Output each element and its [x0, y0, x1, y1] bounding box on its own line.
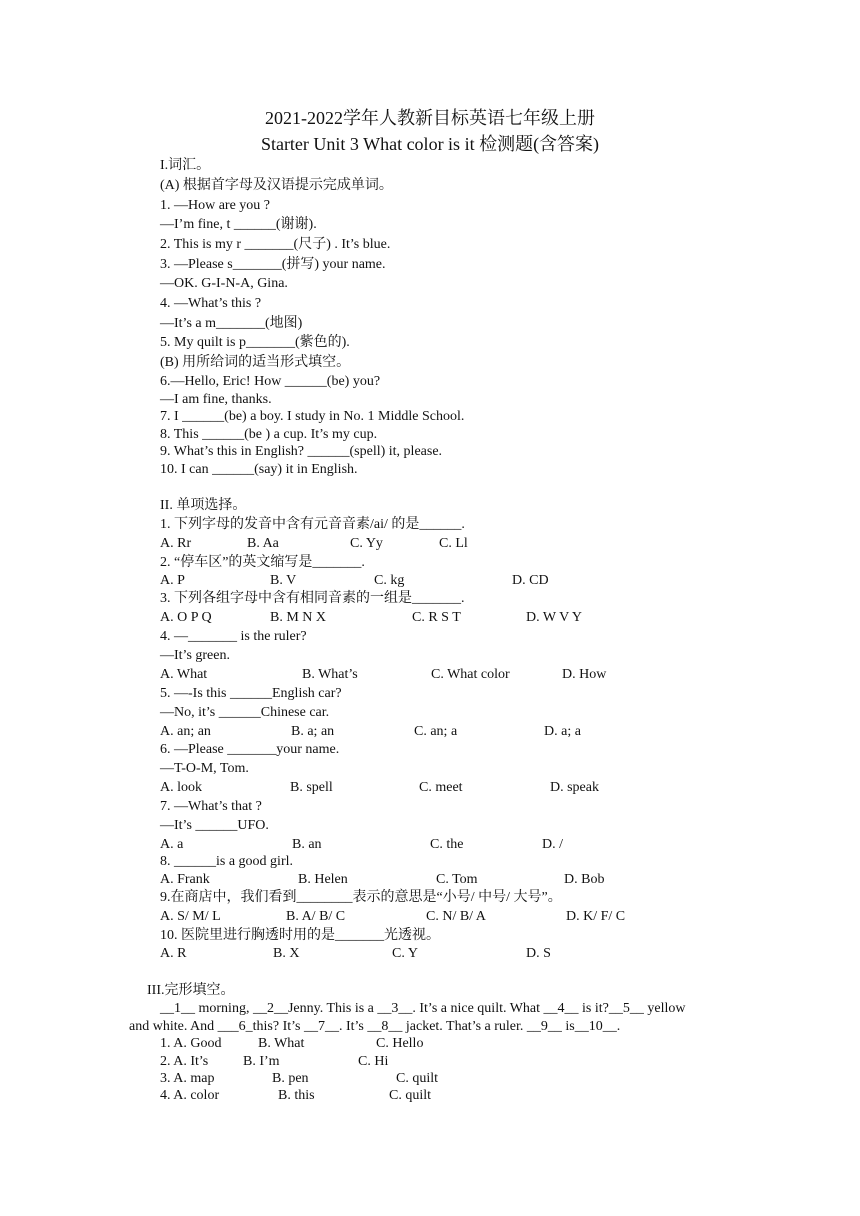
- question-line: —OK. G-I-N-A, Gina.: [160, 276, 288, 291]
- option-c: C. quilt: [389, 1088, 432, 1103]
- question-line: —I’m fine, t ______(谢谢).: [160, 217, 317, 232]
- option-c: C. an; a: [414, 724, 458, 739]
- option-d: D. /: [542, 837, 563, 852]
- question-line: 10. I can ______(say) it in English.: [160, 462, 358, 477]
- question-line: 9. What’s this in English? ______(spell) it, please.: [160, 444, 443, 459]
- option-a: 1. A. Good: [160, 1036, 222, 1051]
- option-c: C. Hello: [376, 1036, 424, 1051]
- question-line: —I am fine, thanks.: [160, 392, 272, 407]
- option-b: B. M N X: [270, 610, 327, 625]
- option-a: A. O P Q: [160, 610, 212, 625]
- option-a: A. Frank: [160, 872, 210, 887]
- option-d: D. K/ F/ C: [566, 909, 626, 924]
- question-line: 2. This is my r _______(尺子) . It’s blue.: [160, 237, 391, 252]
- question-stem: —It’s ______UFO.: [160, 818, 269, 833]
- question-line: —It’s a m_______(地图): [160, 316, 303, 331]
- question-stem: 1. 下列字母的发音中含有元音音素/ai/ 的是______.: [160, 517, 465, 532]
- passage-line: and white. And ___6_this? It’s __7__. It’s __8__ jacket. That’s a ruler. __9__ is__10__.: [129, 1019, 621, 1034]
- question-stem: 3. 下列各组字母中含有相同音素的一组是_______.: [160, 591, 465, 606]
- option-d: D. How: [562, 667, 607, 682]
- section-heading: III.完形填空。: [147, 983, 235, 998]
- option-d: C. Ll: [439, 536, 468, 551]
- option-c: C. Hi: [358, 1054, 389, 1069]
- option-c: C. kg: [374, 573, 405, 588]
- option-d: D. a; a: [544, 724, 581, 739]
- question-stem: 6. —Please _______your name.: [160, 742, 340, 757]
- option-b: B. Helen: [298, 872, 348, 887]
- option-b: B. A/ B/ C: [286, 909, 346, 924]
- option-b: B. pen: [272, 1071, 309, 1086]
- passage-line: __1__ morning, __2__Jenny. This is a __3__. It’s a nice quilt. What __4__ is it?__5__ yellow: [160, 1001, 686, 1016]
- question-stem: 7. —What’s that ?: [160, 799, 262, 814]
- option-a: A. R: [160, 946, 187, 961]
- option-c: C. What color: [431, 667, 510, 682]
- question-stem: —T-O-M, Tom.: [160, 761, 249, 776]
- option-c: C. the: [430, 837, 464, 852]
- option-a: A. a: [160, 837, 184, 852]
- option-c: C. N/ B/ A: [426, 909, 486, 924]
- part-b-instruction: (B) 用所给词的适当形式填空。: [160, 355, 351, 370]
- question-line: 1. —How are you ?: [160, 198, 271, 213]
- option-d: D. CD: [512, 573, 549, 588]
- option-a: 4. A. color: [160, 1088, 220, 1103]
- option-a: 3. A. map: [160, 1071, 215, 1086]
- option-b: B. Aa: [247, 536, 279, 551]
- option-d: D. speak: [550, 780, 599, 795]
- option-a: A. Rr: [160, 536, 192, 551]
- option-a: A. P: [160, 573, 185, 588]
- option-b: B. this: [278, 1088, 315, 1103]
- question-line: 5. My quilt is p_______(紫色的).: [160, 335, 350, 350]
- option-a: 2. A. It’s: [160, 1054, 209, 1069]
- document-title-line-2: Starter Unit 3 What color is it 检测题(含答案): [260, 134, 600, 154]
- option-a: A. What: [160, 667, 208, 682]
- option-b: B. spell: [290, 780, 333, 795]
- question-stem: 9.在商店中，我们看到________表示的意思是“小号/ 中号/ 大号”。: [160, 890, 562, 905]
- option-d: D. S: [526, 946, 551, 961]
- question-stem: 8. ______is a good girl.: [160, 854, 293, 869]
- option-b: B. a; an: [291, 724, 335, 739]
- option-b: B. an: [292, 837, 322, 852]
- option-c: C. meet: [419, 780, 463, 795]
- option-c: C. Y: [392, 946, 418, 961]
- option-c: C. quilt: [396, 1071, 439, 1086]
- question-stem: 2. “停车区”的英文缩写是_______.: [160, 555, 365, 570]
- option-c: C. Yy: [350, 536, 383, 551]
- option-d: D. Bob: [564, 872, 605, 887]
- section-heading: I.词汇。: [160, 158, 211, 173]
- question-line: 4. —What’s this ?: [160, 296, 262, 311]
- question-line: 6.—Hello, Eric! How ______(be) you?: [160, 374, 381, 389]
- option-b: B. What’s: [302, 667, 358, 682]
- question-stem: —It’s green.: [160, 648, 230, 663]
- question-stem: 4. —_______ is the ruler?: [160, 629, 307, 644]
- question-line: 3. —Please s_______(拼写) your name.: [160, 257, 386, 272]
- option-c: C. Tom: [436, 872, 478, 887]
- document-title-line-1: 2021-2022学年人教新目标英语七年级上册: [265, 108, 595, 128]
- option-a: A. an; an: [160, 724, 211, 739]
- option-c: C. R S T: [412, 610, 461, 625]
- option-b: B. I’m: [243, 1054, 280, 1069]
- option-d: D. W V Y: [526, 610, 583, 625]
- section-heading: II. 单项选择。: [160, 498, 247, 513]
- question-line: 7. I ______(be) a boy. I study in No. 1 Middle School.: [160, 409, 465, 424]
- question-stem: —No, it’s ______Chinese car.: [160, 705, 330, 720]
- option-b: B. What: [258, 1036, 305, 1051]
- question-line: 8. This ______(be ) a cup. It’s my cup.: [160, 427, 378, 442]
- option-a: A. S/ M/ L: [160, 909, 221, 924]
- part-a-instruction: (A) 根据首字母及汉语提示完成单词。: [160, 178, 393, 193]
- question-stem: 5. —-Is this ______English car?: [160, 686, 342, 701]
- option-a: A. look: [160, 780, 202, 795]
- option-b: B. X: [273, 946, 300, 961]
- option-b: B. V: [270, 573, 297, 588]
- question-stem: 10. 医院里进行胸透时用的是_______光透视。: [160, 928, 440, 943]
